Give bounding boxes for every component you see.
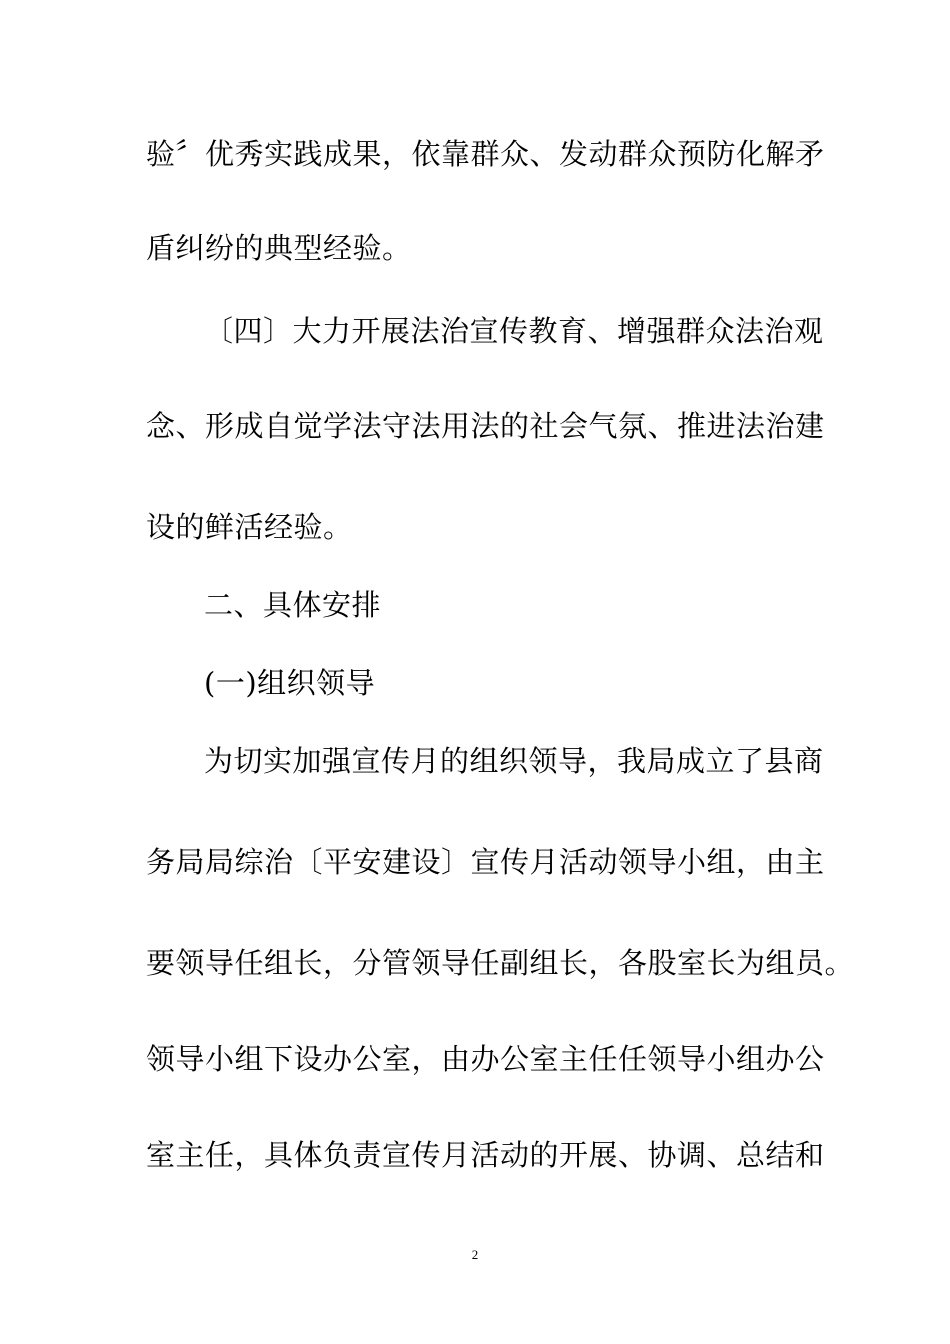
paragraph-line-5: 室主任，具体负责宣传月活动的开展、协调、总结和 (146, 1138, 825, 1172)
paragraph-line-4: 领导小组下设办公室，由办公室主任任领导小组办公 (146, 1042, 825, 1076)
text-line-1: 验〞优秀实践成果，依靠群众、发动群众预防化解矛 (146, 137, 825, 171)
paragraph-line-3: 要领导任组长，分管领导任副组长，各股室长为组员。 (146, 946, 855, 980)
section-two-heading: 二、具体安排 (204, 588, 382, 622)
section-four-heading-line-3: 设的鲜活经验。 (146, 510, 353, 544)
paragraph-line-2: 务局局综治〔平安建设〕宣传月活动领导小组，由主 (146, 845, 825, 879)
paragraph-line-1: 为切实加强宣传月的组织领导，我局成立了县商 (204, 744, 824, 778)
subsection-one-heading: (一)组织领导 (204, 666, 376, 700)
page-number: 2 (471, 1247, 479, 1262)
section-four-heading-line-2: 念、形成自觉学法守法用法的社会气氛、推进法治建 (146, 409, 825, 443)
text-line-2: 盾纠纷的典型经验。 (146, 231, 412, 265)
section-four-heading-line-1: 〔四〕大力开展法治宣传教育、增强群众法治观 (204, 314, 824, 348)
